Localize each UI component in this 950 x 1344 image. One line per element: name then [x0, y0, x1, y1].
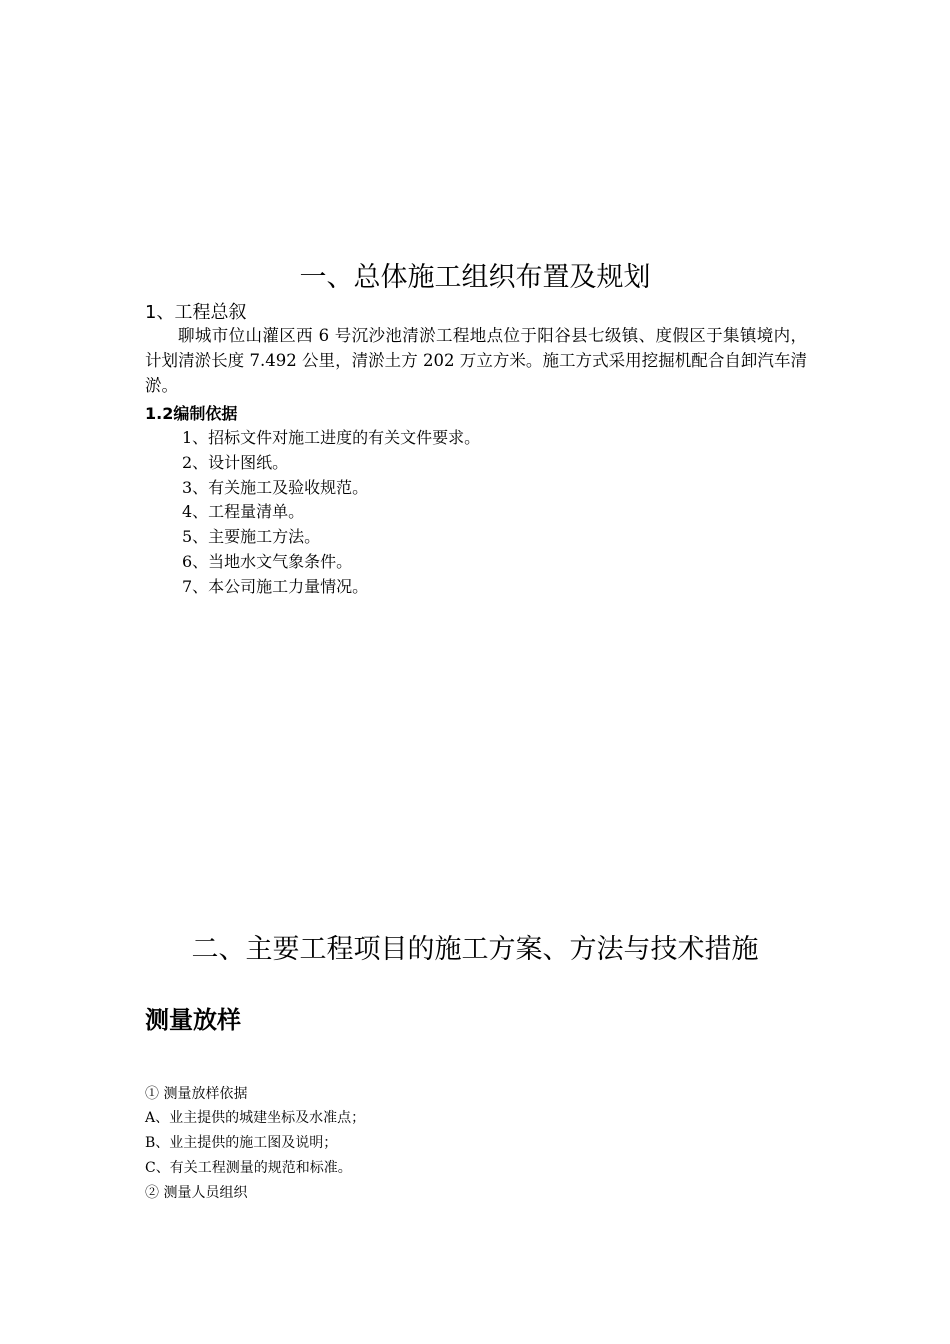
basis-item: 5、主要施工方法。: [182, 527, 321, 546]
survey-item: ② 测量人员组织: [145, 1185, 248, 1201]
survey-item: C、有关工程测量的规范和标准。: [145, 1160, 352, 1176]
survey-setout-heading: 测量放样: [145, 1006, 241, 1034]
compilation-basis-heading: 1.2编制依据: [145, 404, 238, 423]
basis-item: 1、招标文件对施工进度的有关文件要求。: [182, 428, 481, 447]
basis-item: 3、有关施工及验收规范。: [182, 478, 369, 497]
basis-item: 2、设计图纸。: [182, 453, 289, 472]
section2-title: 二、主要工程项目的施工方案、方法与技术措施: [191, 934, 759, 965]
survey-item: A、业主提供的城建坐标及水准点；: [145, 1110, 366, 1126]
section1-title: 一、总体施工组织布置及规划: [299, 262, 651, 293]
basis-item: 6、当地水文气象条件。: [182, 552, 353, 571]
project-overview-paragraph: 聊城市位山灌区西 6 号沉沙池清淤工程地点位于阳谷县七级镇、度假区于集镇境内，计划清淤长度 7.492 公里，清淤土方 202 万立方米。施工方式采用挖掘机配合自卸汽车清淤。: [145, 326, 807, 395]
survey-item: ① 测量放样依据: [145, 1086, 248, 1102]
basis-item: 4、工程量清单。: [182, 502, 305, 521]
project-overview-heading: 1、工程总叙: [145, 302, 247, 323]
survey-item: B、业主提供的施工图及说明；: [145, 1135, 338, 1151]
basis-item: 7、本公司施工力量情况。: [182, 577, 369, 596]
